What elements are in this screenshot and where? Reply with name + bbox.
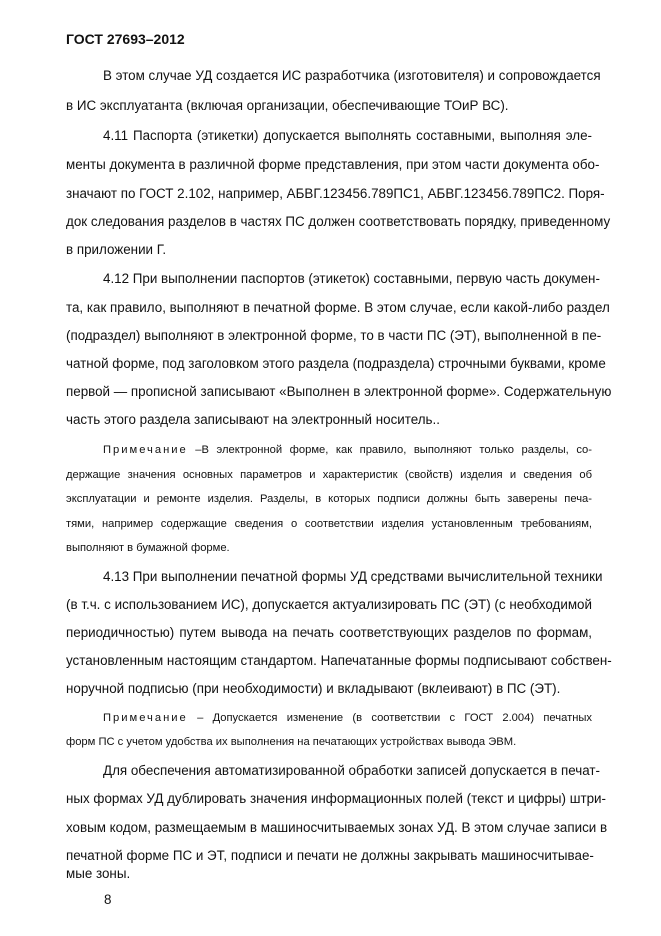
note2-first-text: – Допускается изменение (в соответствии с ГОСТ 2.004) печатных [197, 712, 593, 724]
note1-line: тями, например содержащие сведения о соответствии изделия установленным требованиям, [66, 518, 592, 530]
note1-line: держащие значения основных параметров и характеристик (свойств) изделия и сведения об [66, 469, 592, 481]
p1-line: в ИС эксплуатанта (включая организации, обеспечивающие ТОиР ВС). [66, 98, 509, 113]
p4-line: установленным настоящим стандартом. Напечатанные формы подписывают собствен- [66, 653, 612, 668]
p2-line: значают по ГОСТ 2.102, например, АБВГ.123456.789ПС1, АБВГ.123456.789ПС2. Поря- [66, 186, 605, 201]
p2-line: док следования разделов в частях ПС должен соответствовать порядку, приведенному [66, 214, 611, 229]
note2-line: форм ПС с учетом удобства их выполнения на печатающих устройствах вывода ЭВМ. [66, 736, 517, 748]
p2-line: 4.11 Паспорта (этикетки) допускается выполнять составными, выполняя эле- [103, 128, 592, 143]
p4-line: (в т.ч. с использованием ИС), допускается актуализировать ПС (ЭТ) (с необходимой [66, 597, 592, 612]
note1-first-text: –В электронной форме, как правило, выполняют только разделы, со- [195, 444, 592, 456]
p5-line: ховым кодом, размещаемым в машиносчитываемых зонах УД. В этом случае записи в [66, 820, 608, 835]
note-label: Примечание [103, 444, 188, 456]
page-number: 8 [104, 892, 112, 907]
p4-line: 4.13 При выполнении печатной формы УД средствами вычислительной техники [103, 569, 603, 584]
p4-line: периодичностью) путем вывода на печать соответствующих разделов по формам, [66, 625, 592, 640]
note1-first-line [103, 442, 592, 458]
p3-line: чатной форме, под заголовком этого раздела (подраздела) строчными буквами, кроме [66, 356, 606, 371]
p2-line: в приложении Г. [66, 242, 167, 257]
note1-line: эксплуатации и ремонте изделия. Разделы, в которых подписи должны быть заверены печа- [66, 493, 592, 505]
note1-line: выполняют в бумажной форме. [66, 542, 230, 554]
p3-line: та, как правило, выполняют в печатной форме. В этом случае, если какой-либо раздел [66, 300, 610, 315]
note-label: Примечание [103, 712, 188, 724]
p3-line: часть этого раздела записывают на электронный носитель.. [66, 412, 440, 427]
p5-line: ных формах УД дублировать значения информационных полей (текст и цифры) штри- [66, 791, 606, 806]
p2-line: менты документа в различной форме представления, при этом части документа обо- [66, 157, 600, 172]
p3-line: (подраздел) выполняют в электронной форме, то в части ПС (ЭТ), выполненной в пе- [66, 328, 602, 343]
p3-line: первой — прописной записывают «Выполнен в электронной форме». Содержательную [66, 384, 612, 399]
note2-first-line [103, 710, 592, 726]
p1-line: В этом случае УД создается ИС разработчика (изготовителя) и сопровождается [103, 68, 601, 83]
p5-line: Для обеспечения автоматизированной обработки записей допускается в печат- [103, 763, 601, 778]
document-header: ГОСТ 27693–2012 [66, 31, 185, 47]
p5-line: печатной форме ПС и ЭТ, подписи и печати не должны закрывать машиносчитывае- [66, 848, 594, 863]
p3-line: 4.12 При выполнении паспортов (этикеток) составными, первую часть докумен- [103, 271, 600, 286]
p4-line: норучной подписью (при необходимости) и вкладывают (вклеивают) в ПС (ЭТ). [66, 681, 561, 696]
p5-line: мые зоны. [66, 866, 131, 881]
